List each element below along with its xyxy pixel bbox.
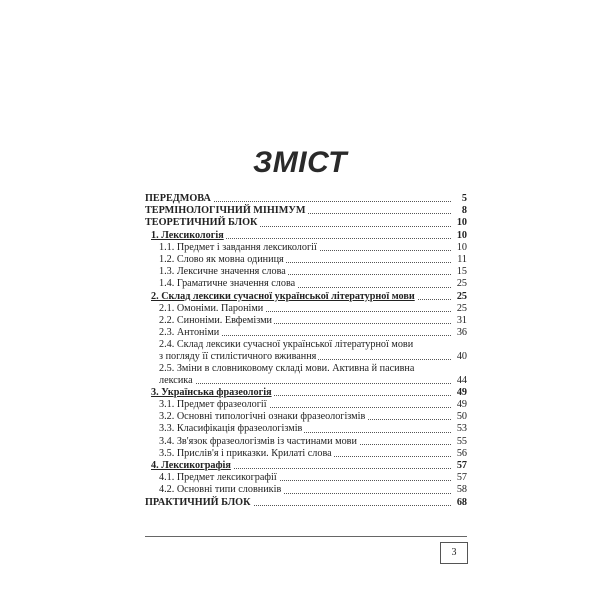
toc-entry-title: 2.3. Антоніми [145, 327, 221, 339]
toc-entry [145, 399, 467, 411]
toc-entry-page: 15 [453, 266, 467, 278]
page-title: ЗМІСТ [253, 146, 347, 179]
toc-entry [145, 460, 467, 472]
toc-entry-title: 1.2. Слово як мовна одиниця [145, 254, 286, 266]
toc-entry [145, 448, 467, 460]
toc-entry-page: 25 [453, 291, 467, 303]
toc-entry-title: з погляду її стилістичного вживання [145, 351, 318, 363]
toc-entry [145, 230, 467, 242]
toc-entry-title: 1.4. Граматичне значення слова [145, 278, 297, 290]
toc-entry-title: ПРАКТИЧНИЙ БЛОК [145, 496, 251, 508]
toc-entry [145, 278, 467, 290]
toc-entry-page: 58 [453, 484, 467, 496]
toc-entry-page: 57 [453, 472, 467, 484]
toc-entry [145, 266, 467, 278]
toc-entry [145, 472, 467, 484]
page-number: 3 [440, 542, 468, 564]
toc-entry-page: 68 [453, 497, 467, 509]
toc-entry [145, 484, 467, 496]
toc-entry-title: 2.1. Омоніми. Пароніми [145, 303, 265, 315]
toc-entry [145, 205, 467, 217]
toc-entry [145, 423, 467, 435]
table-of-contents [145, 193, 467, 509]
toc-entry-title: 4.1. Предмет лексикографії [145, 472, 279, 484]
toc-entry [145, 351, 467, 363]
toc-entry-title: 3.2. Основні типологічні ознаки фразеологізмів [145, 411, 367, 423]
toc-entry-title: 3.5. Прислів'я і приказки. Крилаті слова [145, 448, 334, 460]
toc-entry-title: 1. Лексикологія [145, 230, 226, 242]
toc-entry [145, 497, 467, 509]
toc-entry-page: 5 [453, 193, 467, 205]
toc-entry-title: ПЕРЕДМОВА [145, 193, 211, 204]
toc-entry-page: 56 [453, 448, 467, 460]
toc-entry-page: 50 [453, 411, 467, 423]
toc-entry-title: 4. Лексикографія [145, 460, 233, 472]
toc-entry [145, 217, 467, 229]
toc-entry-title: 2.5. Зміни в словниковому складі мови. Активна й пасивна [145, 363, 416, 375]
toc-entry-page: 44 [453, 375, 467, 387]
toc-entry-title: 3.4. Зв'язок фразеологізмів із частинами мови [145, 436, 359, 448]
toc-entry-page: 25 [453, 278, 467, 290]
toc-entry-title: 4.2. Основні типи словників [145, 484, 283, 496]
toc-entry-title: 2. Склад лексики сучасної української літературної мови [145, 291, 417, 303]
toc-entry-title: ТЕОРЕТИЧНИЙ БЛОК [145, 217, 258, 229]
toc-entry-title: 3.3. Класифікація фразеологізмів [145, 423, 304, 435]
toc-entry [145, 375, 467, 387]
toc-entry-title: лексика [145, 375, 195, 387]
toc-entry-title: 3.1. Предмет фразеології [145, 399, 269, 411]
toc-entry [145, 315, 467, 327]
toc-entry [145, 327, 467, 339]
toc-entry [145, 339, 467, 351]
toc-entry [145, 193, 467, 205]
toc-entry-page: 55 [453, 436, 467, 448]
toc-entry-title: ТЕРМІНОЛОГІЧНИЙ МІНІМУМ [145, 205, 306, 217]
toc-entry-title: 1.3. Лексичне значення слова [145, 266, 288, 278]
toc-entry-page: 31 [453, 315, 467, 327]
toc-entry-page: 49 [453, 387, 467, 399]
toc-entry [145, 436, 467, 448]
toc-entry [145, 291, 467, 303]
toc-entry-title: 2.2. Синоніми. Евфемізми [145, 315, 274, 327]
toc-entry [145, 411, 467, 423]
toc-entry [145, 387, 467, 399]
toc-entry-page: 36 [453, 327, 467, 339]
toc-entry-page: 53 [453, 423, 467, 435]
toc-entry-page: 10 [453, 230, 467, 242]
footer-divider [145, 536, 467, 537]
toc-entry-page: 49 [453, 399, 467, 411]
toc-entry-title: 1.1. Предмет і завдання лексикології [145, 242, 319, 254]
toc-entry [145, 303, 467, 315]
toc-entry-page: 25 [453, 303, 467, 315]
toc-entry-page: 11 [453, 254, 467, 266]
toc-entry-page: 57 [453, 460, 467, 472]
toc-entry-title: 2.4. Склад лексики сучасної української літературної мови [145, 339, 415, 351]
toc-entry-page: 10 [453, 242, 467, 254]
toc-entry-title: 3. Українська фразеологія [145, 387, 274, 399]
toc-entry-page: 8 [453, 205, 467, 217]
toc-entry [145, 254, 467, 266]
toc-entry [145, 242, 467, 254]
toc-entry [145, 363, 467, 375]
toc-entry-page: 10 [453, 217, 467, 229]
toc-entry-page: 40 [453, 351, 467, 363]
